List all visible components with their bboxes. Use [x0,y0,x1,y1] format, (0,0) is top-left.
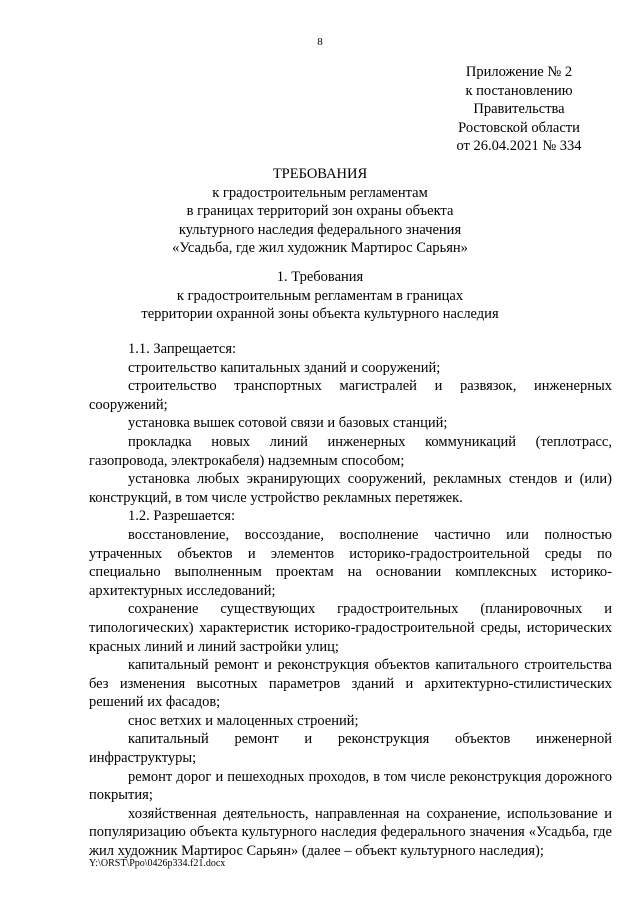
title-subtitle-line: в границах территорий зон охраны объекта [186,203,454,220]
subsection-heading: 1.2. Разрешается: [128,508,235,525]
paragraph: строительство капитальных зданий и сооружений; [128,359,441,376]
paragraph: установка вышек сотовой связи и базовых станций; [128,415,448,432]
paragraph: прокладка новых линий инженерных коммуникаций (теплотрасс, газопровода, электрокабеля) надземным способом; [89,433,612,469]
paragraph: хозяйственная деятельность, направленная на сохранение, использование и популяризацию объекта культурного наследия федерального значения «Усадьба, где жил художник Мартирос Сарьян» (далее – объект культурного наследия); [89,805,612,860]
appendix-line: Ростовской области [458,119,580,136]
appendix-line: от 26.04.2021 № 334 [456,138,582,155]
paragraph: установка любых экранирующих сооружений, рекламных стендов и (или) конструкций, в том числе устройство рекламных перетяжек. [89,471,612,506]
appendix-block [440,63,598,156]
paragraph: капитальный ремонт и реконструкция объектов капитального строительства без изменения высотных параметров зданий и архитектурно-стилистических решений их фасадов; [89,657,612,711]
document-title [0,165,640,258]
subsection-heading: 1.1. Запрещается: [128,341,237,357]
paragraph: восстановление, воссоздание, восполнение частично или полностью утраченных объектов и элементов историко-градостроительной среды по специально выполненным проектам на основании комплексных историко-архитектурных исследований; [89,526,612,599]
title-subtitle-line: к градостроительным регламентам [212,184,428,201]
section-heading-line: территории охранной зоны объекта культурного наследия [141,306,499,323]
page-number: 8 [317,36,323,48]
appendix-line: Правительства [473,101,565,118]
appendix-line: к постановлению [465,82,573,99]
title-subtitle-line: культурного наследия федерального значения [178,221,462,238]
paragraph: строительство транспортных магистралей и развязок, инженерных сооружений; [89,378,612,413]
section-heading-line: 1. Требования [276,269,364,285]
title-subtitle-line: «Усадьба, где жил художник Мартирос Сарьян» [172,240,468,257]
file-path-footer: Y:\ORST\Ppo\0426p334.f21.docx [89,858,226,869]
appendix-line: Приложение № 2 [465,64,573,80]
paragraph: капитальный ремонт и реконструкция объектов инженерной инфраструктуры; [89,731,612,767]
paragraph: снос ветхих и малоценных строений; [128,712,359,729]
section-heading [0,268,640,324]
section-heading-line: к градостроительным регламентам в границах [176,287,464,304]
paragraph: ремонт дорог и пешеходных проходов, в том числе реконструкция дорожного покрытия; [89,768,612,804]
paragraph: сохранение существующих градостроительных (планировочных и типологических) характеристик историко-градостроительной среды, исторических красных линий и линий застройки улиц; [89,601,612,655]
body-text [89,340,612,861]
title-heading: ТРЕБОВАНИЯ [272,166,368,182]
